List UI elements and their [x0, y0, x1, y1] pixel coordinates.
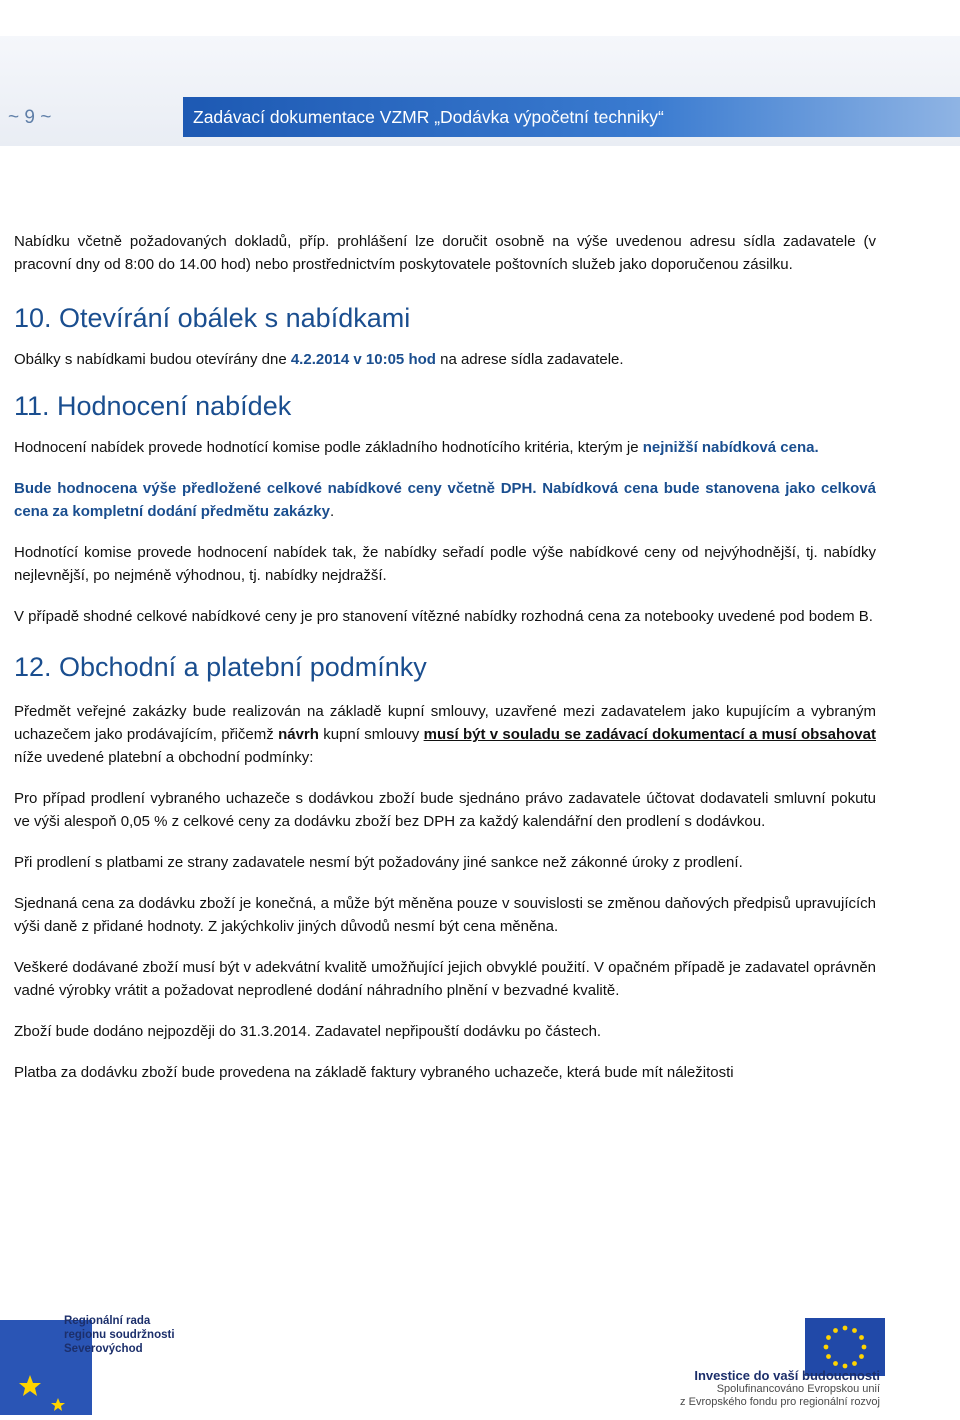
opening-date: 4.2.2014 v 10:05 hod [290, 351, 436, 368]
lowest-price-criterion: nejnižší nabídková cena. [642, 439, 819, 456]
eu-funding-text: Investice do vaší budoucnosti Spolufinancováno Evropskou unií z Evropského fondu pro regionální rozvoj [680, 1368, 880, 1408]
section-12-paragraph-6: Zboží bude dodáno nejpozději do 31.3.2014. Zadavatel nepřipouští dodávku po částech. [14, 1023, 602, 1040]
section-12-paragraph-2: Pro případ prodlení vybraného uchazeče s dodávkou zboží bude sjednáno právo zadavatele účtovat dodavateli smluvní pokutu ve výši alespoň 0,05 % z celkové ceny za dodávku zboží bez DPH za každý kalendářní den prodlení s dodávkou. [14, 790, 876, 830]
document-title: Zadávací dokumentace VZMR „Dodávka výpočetní techniky“ [193, 107, 664, 127]
eu-funding-logo [660, 1310, 960, 1415]
section-11-heading: 11. Hodnocení nabídek [14, 391, 292, 421]
section-11-paragraph-2: Bude hodnocena výše předložené celkové nabídkové ceny včetně DPH. Nabídková cena bude stanovena jako celková cena za kompletní dodání předmětu zakázky. [14, 480, 876, 520]
section-12-paragraph-5: Veškeré dodávané zboží musí být v adekvátní kvalitě umožňující jejich obvyklé použití. V opačném případě je zadavatel oprávněn vadné výrobky vrátit a požadovat neprodlené dodání náhradního plnění v bezvadné kvalitě. [14, 959, 876, 999]
regional-council-logo [0, 1310, 175, 1415]
section-11-paragraph-3: Hodnotící komise provede hodnocení nabídek tak, že nabídky seřadí podle výše nabídkové ceny od nejvýhodnější, tj. nabídky nejlevnější, po nejméně výhodnou, tj. nabídky nejdražší. [14, 544, 876, 584]
regional-council-text: Regionální rada regionu soudržnosti Severovýchod [64, 1315, 175, 1355]
section-12-paragraph-1: Předmět veřejné zakázky bude realizován na základě kupní smlouvy, uzavřené mezi zadavatelem jako kupujícím a vybraným uchazečem jako prodávajícím, přičemž návrh kupní smlouvy musí být v souladu se zadávací dokumentací a musí obsahovat níže uvedené platební a obchodní podmínky: [14, 703, 876, 766]
section-12-paragraph-4: Sjednaná cena za dodávku zboží je konečná, a může být měněna pouze v souvislosti se změnou daňových předpisů upravujících výši daně z přidané hodnoty. Z jakýchkoliv jiných důvodů nesmí být cena měněna. [14, 895, 876, 935]
page-number: ~ 9 ~ [8, 107, 52, 128]
section-10-heading: 10. Otevírání obálek s nabídkami [14, 303, 411, 333]
section-12-paragraph-3: Při prodlení s platbami ze strany zadavatele nesmí být požadovány jiné sankce než zákonné úroky z prodlení. [14, 854, 743, 871]
section-11-paragraph-4: V případě shodné celkové nabídkové ceny je pro stanovení vítězné nabídky rozhodná cena za notebooky uvedené pod bodem B. [14, 608, 873, 625]
section-12-heading: 12. Obchodní a platební podmínky [14, 652, 427, 682]
document-title-bar [183, 97, 960, 137]
mandatory-compliance-text: musí být v souladu se zadávací dokumentací a musí obsahovat [423, 726, 876, 743]
document-body [14, 230, 876, 1084]
section-10-text: Obálky s nabídkami budou otevírány dne 4.2.2014 v 10:05 hod na adrese sídla zadavatele. [14, 351, 624, 368]
intro-paragraph: Nabídku včetně požadovaných dokladů, příp. prohlášení lze doručit osobně na výše uvedenou adresu sídla zadavatele (v pracovní dny od 8:00 do 14.00 hod) nebo prostřednictvím poskytovatele poštovních služeb jako doporučenou zásilku. [14, 233, 876, 273]
section-11-paragraph-1: Hodnocení nabídek provede hodnotící komise podle základního hodnotícího kritéria, kterým je nejnižší nabídková cena. [14, 439, 819, 456]
section-12-paragraph-7: Platba za dodávku zboží bude provedena na základě faktury vybraného uchazeče, která bude mít náležitosti [14, 1064, 734, 1081]
